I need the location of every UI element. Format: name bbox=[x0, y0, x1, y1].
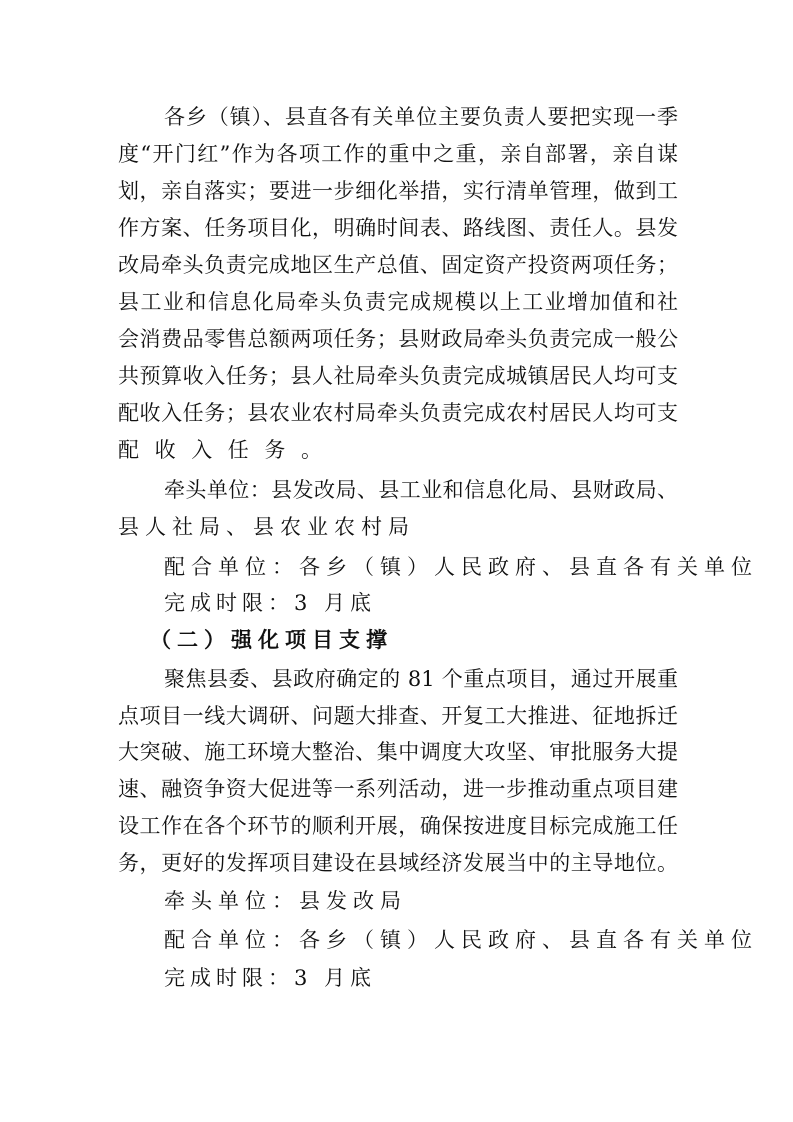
paragraph-line: 务，更好的发挥项目建设在县域经济发展当中的主导地位。 bbox=[118, 851, 678, 875]
paragraph-line: 聚焦县委、县政府确定的 81 个重点项目，通过开展重 bbox=[164, 667, 678, 691]
paragraph-line: 划，亲自落实；要进一步细化举措，实行清单管理，做到工 bbox=[118, 179, 678, 203]
paragraph-line: 作方案、任务项目化，明确时间表、路线图、责任人。县发 bbox=[118, 216, 678, 240]
deadline: 完成时限：3 月底 bbox=[164, 591, 377, 615]
lead-unit: 牵头单位：县发改局、县工业和信息化局、县财政局、 bbox=[164, 478, 678, 502]
lead-unit-cont: 县人社局、县农业农村局 bbox=[118, 515, 415, 539]
paragraph-line: 大突破、施工环境大整治、集中调度大攻坚、审批服务大提 bbox=[118, 740, 678, 764]
cooperating-unit: 配合单位：各乡（镇）人民政府、县直各有关单位 bbox=[164, 928, 758, 952]
paragraph-line: 各乡（镇）、县直各有关单位主要负责人要把实现一季 bbox=[164, 105, 678, 129]
paragraph-line: 县工业和信息化局牵头负责完成规模以上工业增加值和社 bbox=[118, 290, 678, 314]
section-heading: （二）强化项目支撑 bbox=[150, 627, 393, 652]
cooperating-unit: 配合单位：各乡（镇）人民政府、县直各有关单位 bbox=[164, 555, 758, 579]
paragraph-line: 会消费品零售总额两项任务；县财政局牵头负责完成一般公 bbox=[118, 327, 678, 351]
lead-unit: 牵头单位：县发改局 bbox=[164, 889, 407, 913]
paragraph-line: 速、融资争资大促进等一系列活动，进一步推动重点项目建 bbox=[118, 777, 678, 801]
paragraph-line: 共预算收入任务；县人社局牵头负责完成城镇居民人均可支 bbox=[118, 364, 678, 388]
paragraph-line: 配收入任务；县农业农村局牵头负责完成农村居民人均可支 bbox=[118, 401, 678, 425]
paragraph-line: 度“开门红”作为各项工作的重中之重，亲自部署，亲自谋 bbox=[118, 142, 678, 166]
deadline: 完成时限：3 月底 bbox=[164, 966, 377, 990]
paragraph-line: 配收入任务。 bbox=[118, 438, 338, 462]
paragraph-line: 点项目一线大调研、问题大排查、开复工大推进、征地拆迁 bbox=[118, 704, 678, 728]
paragraph-line: 改局牵头负责完成地区生产总值、固定资产投资两项任务； bbox=[118, 253, 678, 277]
paragraph-line: 设工作在各个环节的顺利开展，确保按进度目标完成施工任 bbox=[118, 814, 678, 838]
